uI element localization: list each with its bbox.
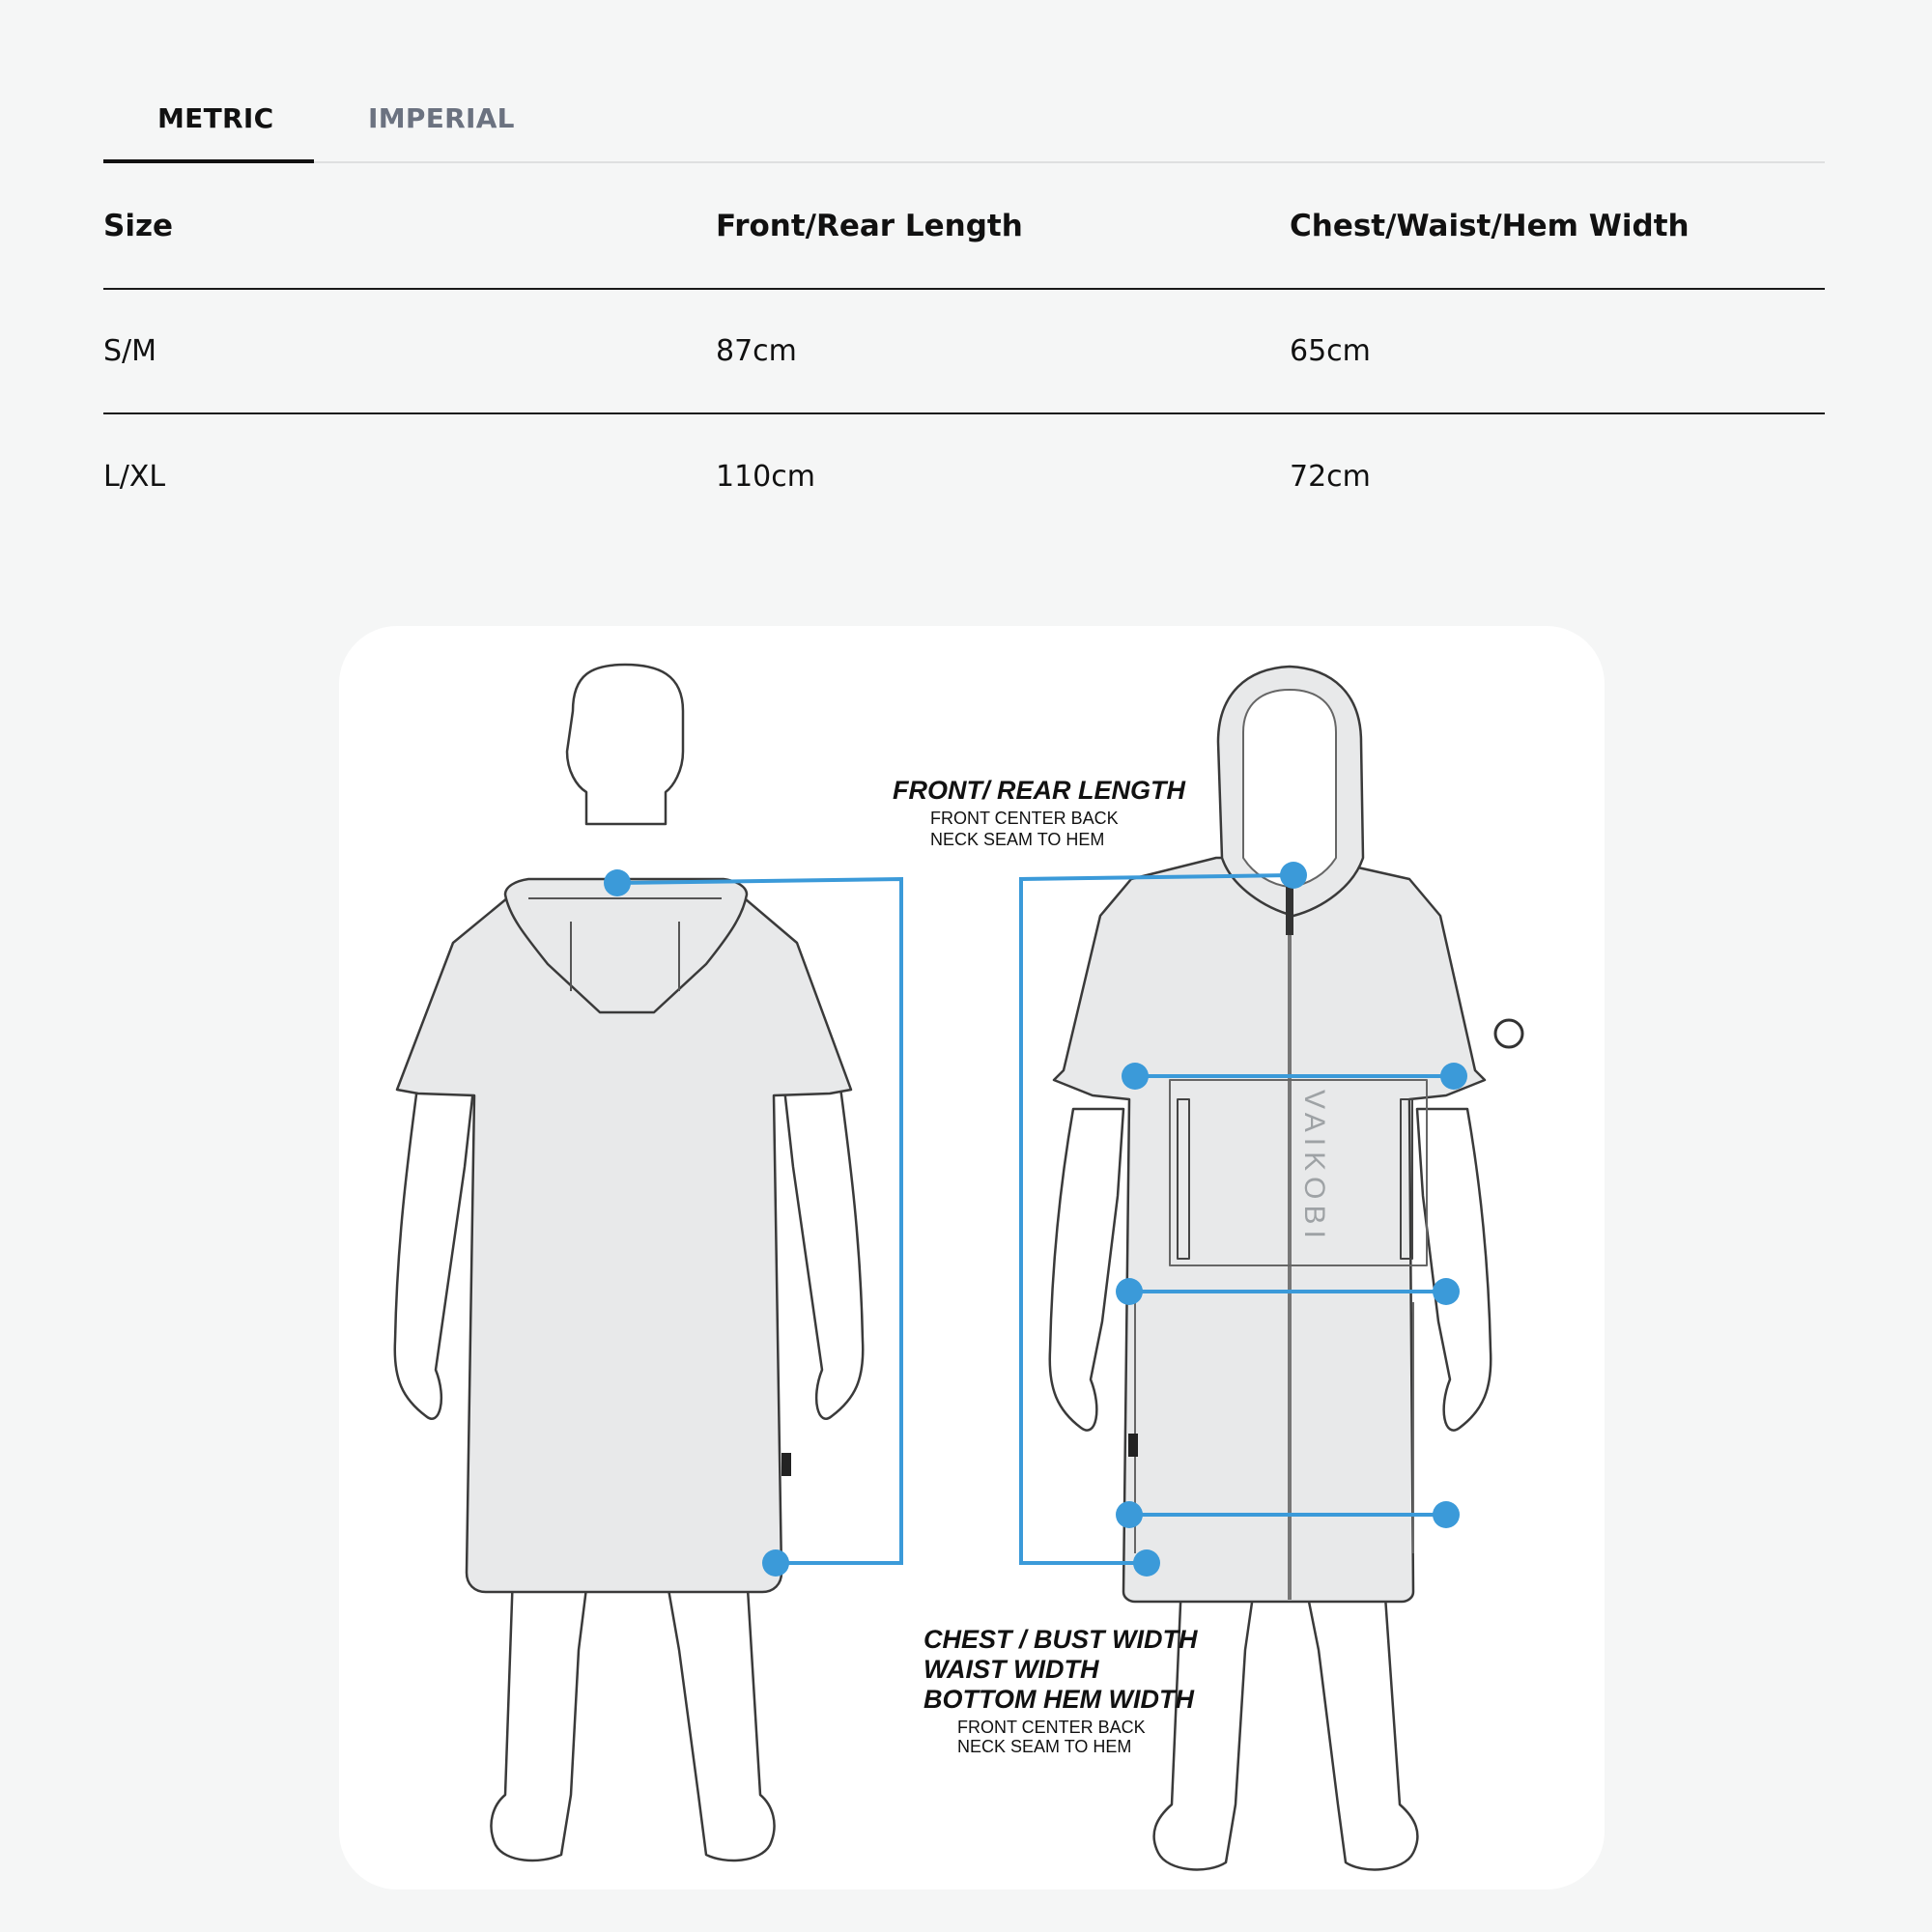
front-figure-right-arm	[1417, 1109, 1491, 1431]
back-figure-right-arm	[783, 1080, 863, 1419]
table-cell-length: 87cm	[716, 334, 797, 368]
active-tab-indicator	[103, 159, 314, 163]
table-cell-size: S/M	[103, 334, 157, 368]
front-figure-left-arm	[1050, 1109, 1123, 1431]
width-label-title-chest: CHEST / BUST WIDTH	[923, 1625, 1198, 1654]
unit-tabs	[103, 81, 1825, 163]
back-figure-legs	[491, 1573, 774, 1861]
length-label-sub-2: NECK SEAM TO HEM	[930, 830, 1105, 849]
measurement-diagram	[339, 626, 1605, 1889]
table-cell-size: L/XL	[103, 460, 166, 494]
measurement-point	[1433, 1501, 1460, 1528]
column-header-length: Front/Rear Length	[716, 209, 1023, 243]
measurement-point	[1122, 1063, 1149, 1090]
width-label-sub-2: NECK SEAM TO HEM	[957, 1737, 1132, 1756]
measurement-point	[1433, 1278, 1460, 1305]
table-row	[103, 290, 1825, 414]
measurement-point	[604, 869, 631, 896]
length-label-title: FRONT/ REAR LENGTH	[893, 776, 1185, 805]
table-cell-width: 72cm	[1290, 460, 1371, 494]
brand-logo: VAIKOBI	[1298, 1090, 1330, 1244]
back-figure-left-arm	[395, 1080, 474, 1419]
front-figure-poncho	[1054, 858, 1485, 1602]
tab-metric[interactable]: METRIC	[157, 102, 274, 134]
size-table	[103, 164, 1825, 539]
measurement-point	[762, 1549, 789, 1577]
measurement-point	[1280, 862, 1307, 889]
table-row	[103, 414, 1825, 539]
table-cell-width: 65cm	[1290, 334, 1371, 368]
measurement-point	[1440, 1063, 1467, 1090]
back-figure-head	[567, 665, 683, 824]
measurement-illustration	[339, 626, 1605, 1889]
measurement-point	[1133, 1549, 1160, 1577]
measurement-point	[1116, 1501, 1143, 1528]
table-cell-length: 110cm	[716, 460, 815, 494]
width-label-title-hem: BOTTOM HEM WIDTH	[923, 1685, 1194, 1714]
column-header-size: Size	[103, 209, 174, 243]
tab-imperial[interactable]: IMPERIAL	[368, 102, 515, 134]
column-header-width: Chest/Waist/Hem Width	[1290, 209, 1690, 243]
table-header-row	[103, 164, 1825, 290]
width-label-title-waist: WAIST WIDTH	[923, 1655, 1099, 1684]
measurement-point	[1116, 1278, 1143, 1305]
width-label-sub-1: FRONT CENTER BACK	[957, 1718, 1146, 1737]
sleeve-badge-icon	[1495, 1020, 1522, 1047]
length-label-sub-1: FRONT CENTER BACK	[930, 809, 1119, 828]
